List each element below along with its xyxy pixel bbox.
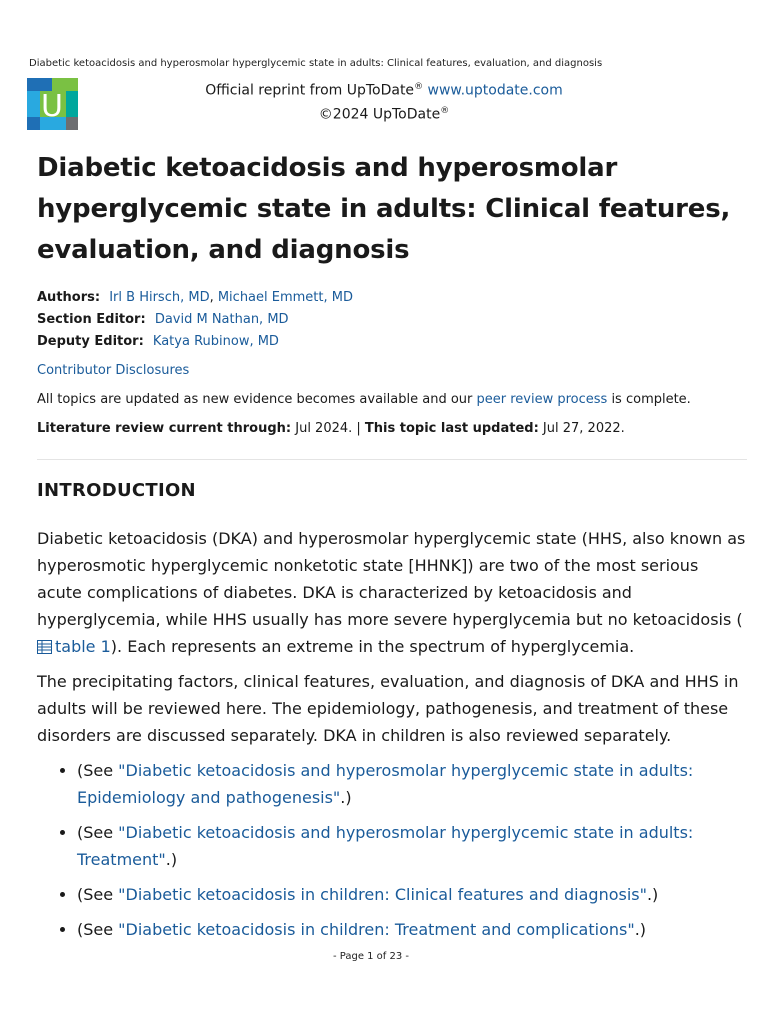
update-notice: All topics are updated as new evidence becomes available and our peer review process is complete. xyxy=(37,392,691,407)
section-editor-link[interactable]: David M Nathan, MD xyxy=(154,312,289,327)
uptodate-site-link[interactable]: www.uptodate.com xyxy=(427,82,563,99)
see-also-list xyxy=(37,757,747,943)
document-header-title: Diabetic ketoacidosis and hyperosmolar hyperglycemic state in adults: Clinical features, evaluation, and diagnosis xyxy=(29,58,603,69)
list-item: • (See "Diabetic ketoacidosis in children: Treatment and complications".) xyxy=(77,916,747,943)
intro-paragraph-1: Diabetic ketoacidosis (DKA) and hyperosmolar hyperglycemic state (HHS, also known as hyperosmotic hyperglycemic nonketotic state [HHNK]) are two of the most serious acute complications of diabetes. DKA is characterized by ketoacidosis and hyperglycemia, while HHS usually has more severe hyperglycemia but no ketoacidosis (table 1). Each represents an extreme in the spectrum of hyperglycemia. xyxy=(37,529,746,656)
deputy-editor-link[interactable]: Katya Rubinow, MD xyxy=(152,334,279,349)
copyright-text: ©2024 UpToDate xyxy=(318,106,441,123)
topic-link-dka-hhs-epidemiology[interactable]: "Diabetic ketoacidosis and hyperosmolar hyperglycemic state in adults: Epidemiology and pathogenesis" xyxy=(77,761,694,807)
section-editor-line: Section Editor: David M Nathan, MD xyxy=(37,312,289,327)
intro-paragraph-2: The precipitating factors, clinical features, evaluation, and diagnosis of DKA and HHS in adults will be reviewed here. The epidemiology, pathogenesis, and treatment of these disorders are discussed separately. DKA in children is also reviewed separately. xyxy=(37,672,739,745)
topic-link-dka-hhs-treatment[interactable]: "Diabetic ketoacidosis and hyperosmolar hyperglycemic state in adults: Treatment" xyxy=(77,823,694,869)
table-icon xyxy=(37,640,52,654)
list-item: • (See "Diabetic ketoacidosis in children: Clinical features and diagnosis".) xyxy=(77,881,747,908)
section-divider xyxy=(37,459,747,460)
table-1-link[interactable]: table 1 xyxy=(37,637,111,656)
authors-line: Authors: Irl B Hirsch, MD, Michael Emmett, MD xyxy=(37,290,353,305)
article-content xyxy=(37,148,747,951)
list-item: • (See "Diabetic ketoacidosis and hyperosmolar hyperglycemic state in adults: Treatment".) xyxy=(77,819,747,873)
topic-link-dka-children-diagnosis[interactable]: "Diabetic ketoacidosis in children: Clinical features and diagnosis" xyxy=(118,885,647,904)
article-metadata xyxy=(37,287,747,353)
review-dates: Literature review current through: Jul 2024. | This topic last updated: Jul 27, 2022. xyxy=(37,421,625,436)
section-heading-introduction: INTRODUCTION xyxy=(37,480,196,501)
reprint-notice: Official reprint from UpToDate® www.uptodate.com ©2024 UpToDate® xyxy=(205,82,563,123)
list-item: • (See "Diabetic ketoacidosis and hyperosmolar hyperglycemic state in adults: Epidemiology and pathogenesis".) xyxy=(77,757,747,811)
article-title: Diabetic ketoacidosis and hyperosmolar hyperglycemic state in adults: Clinical features, evaluation, and diagnosis xyxy=(37,153,731,265)
author-link-emmett[interactable]: Michael Emmett, MD xyxy=(217,290,353,305)
reprint-text: Official reprint from UpToDate xyxy=(205,82,415,99)
author-link-hirsch[interactable]: Irl B Hirsch, MD xyxy=(109,290,210,305)
peer-review-link[interactable]: peer review process xyxy=(476,392,608,407)
svg-text:U: U xyxy=(41,89,63,124)
contributor-disclosures-link[interactable]: Contributor Disclosures xyxy=(37,363,190,378)
page-number: - Page 1 of 23 - xyxy=(332,951,410,962)
deputy-editor-line: Deputy Editor: Katya Rubinow, MD xyxy=(37,334,279,349)
topic-link-dka-children-treatment[interactable]: "Diabetic ketoacidosis in children: Treatment and complications" xyxy=(118,920,635,939)
